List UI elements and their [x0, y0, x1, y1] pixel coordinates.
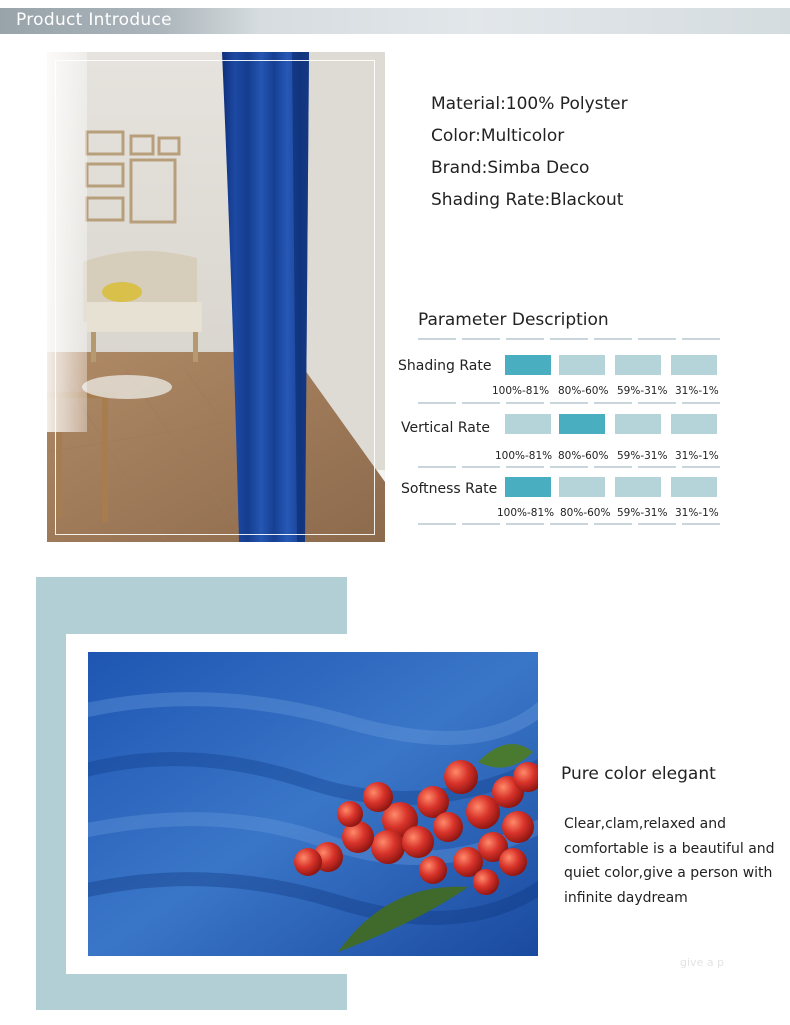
faint-watermark-text: give a p [680, 956, 725, 969]
parameter-range: 100%-81% [495, 450, 553, 462]
parameter-divider [418, 466, 723, 468]
parameter-level-box [615, 477, 661, 497]
parameter-divider [418, 338, 723, 340]
parameter-row-vertical [398, 414, 728, 474]
parameter-divider [418, 402, 723, 404]
parameter-row-shading [398, 355, 728, 415]
parameter-level-box [615, 355, 661, 375]
parameter-range: 100%-81% [492, 385, 550, 397]
parameter-level-box [505, 414, 551, 434]
parameter-level-box [671, 477, 717, 497]
spec-shading-rate: Shading Rate:Blackout [431, 190, 624, 210]
parameter-range: 80%-60% [558, 450, 609, 462]
parameter-range: 59%-31% [617, 507, 668, 519]
parameter-level-box [671, 414, 717, 434]
product-specs [431, 94, 628, 222]
parameter-range: 59%-31% [617, 385, 668, 397]
parameter-level-box [505, 477, 551, 497]
spec-color: Color:Multicolor [431, 126, 565, 146]
parameter-level-box [671, 355, 717, 375]
section-title: Product Introduce [16, 10, 172, 30]
room-curtain-photo [47, 52, 385, 542]
spec-material: Material:100% Polyster [431, 94, 628, 114]
parameter-level-box [505, 355, 551, 375]
parameter-level-box [559, 355, 605, 375]
spec-brand: Brand:Simba Deco [431, 158, 590, 178]
parameter-level-box [559, 414, 605, 434]
parameter-range: 80%-60% [558, 385, 609, 397]
parameter-row-softness [398, 477, 728, 537]
parameter-level-box [559, 477, 605, 497]
parameter-divider [418, 523, 723, 525]
parameter-label: Softness Rate [401, 481, 498, 497]
parameter-label: Vertical Rate [401, 420, 490, 436]
parameter-range: 100%-81% [497, 507, 555, 519]
parameter-range: 31%-1% [675, 385, 719, 397]
fabric-berries-photo [88, 652, 538, 956]
parameter-level-box [615, 414, 661, 434]
parameter-label: Shading Rate [398, 358, 492, 374]
parameter-range: 31%-1% [675, 507, 719, 519]
parameter-range: 31%-1% [675, 450, 719, 462]
feature-description: Clear,clam,relaxed and comfortable is a beautiful and quiet color,give a person with infinite daydream [564, 816, 775, 906]
parameter-range: 59%-31% [617, 450, 668, 462]
header-banner [0, 8, 790, 34]
parameter-range: 80%-60% [560, 507, 611, 519]
parameter-title: Parameter Description [418, 310, 609, 330]
feature-title: Pure color elegant [561, 764, 716, 784]
